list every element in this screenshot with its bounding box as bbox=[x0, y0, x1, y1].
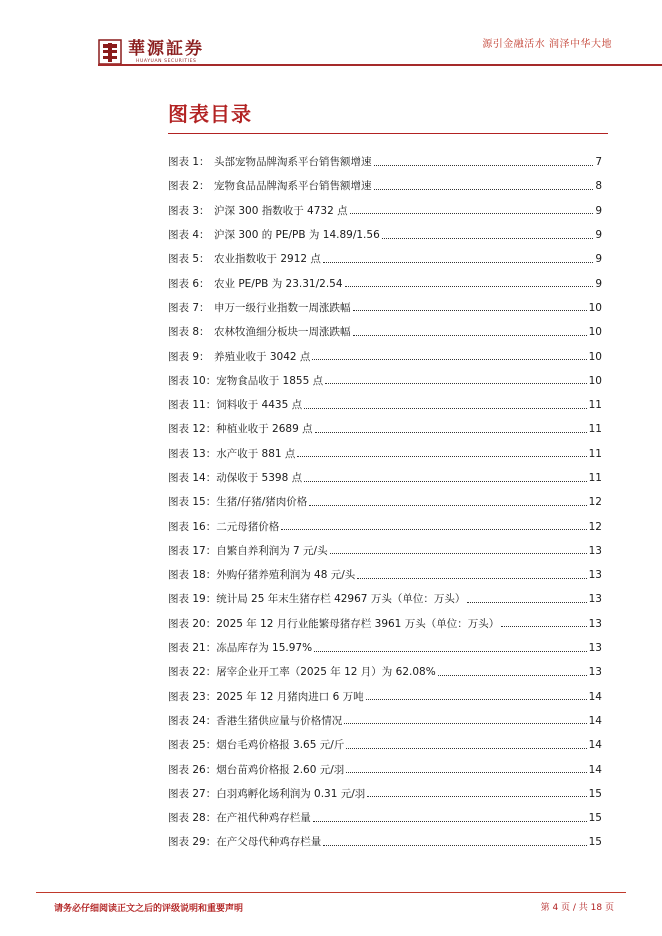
toc-entry[interactable] bbox=[168, 806, 602, 830]
toc-entry[interactable] bbox=[168, 393, 602, 417]
footer-disclaimer: 请务必仔细阅读正文之后的评级说明和重要声明 bbox=[54, 904, 244, 914]
toc-entry-page: 8 bbox=[595, 180, 602, 193]
toc-entry-page: 9 bbox=[595, 253, 602, 266]
toc-dot-leader bbox=[325, 383, 587, 384]
toc-entry-title: 申万一级行业指数一周涨跌幅 bbox=[214, 301, 351, 314]
logo-english-name: HUAYUAN SECURITIES bbox=[136, 59, 197, 64]
toc-entry-label: 图表 27： bbox=[168, 787, 217, 800]
toc-dot-leader bbox=[353, 335, 587, 336]
toc-dot-leader bbox=[438, 675, 587, 676]
page-header bbox=[0, 0, 662, 72]
toc-entry-title: 2025 年 12 月行业能繁母猪存栏 3961 万头（单位：万头） bbox=[216, 617, 500, 630]
toc-dot-leader bbox=[309, 505, 586, 506]
toc-entry-page: 9 bbox=[595, 277, 602, 290]
toc-dot-leader bbox=[353, 310, 587, 311]
toc-entry[interactable] bbox=[168, 296, 602, 320]
toc-entry-label: 图表 23： bbox=[168, 690, 217, 703]
toc-entry-page: 15 bbox=[588, 836, 602, 849]
toc-dot-leader bbox=[374, 165, 594, 166]
toc-dot-leader bbox=[304, 408, 587, 409]
toc-entry-title: 养殖业收于 3042 点 bbox=[214, 350, 311, 363]
toc-entry-title: 饲料收于 4435 点 bbox=[216, 399, 303, 412]
toc-entry-title: 香港生猪供应量与价格情况 bbox=[216, 714, 343, 727]
toc-entry[interactable] bbox=[168, 636, 602, 660]
toc-entry-page: 13 bbox=[588, 569, 602, 582]
toc-entry-title: 外购仔猪养殖利润为 48 元/头 bbox=[216, 569, 356, 582]
toc-entry-page: 14 bbox=[588, 763, 602, 776]
toc-dot-leader bbox=[350, 213, 594, 214]
toc-dot-leader bbox=[297, 456, 586, 457]
logo-emblem-icon bbox=[98, 39, 122, 65]
toc-entry-page: 14 bbox=[588, 714, 602, 727]
toc-entry[interactable] bbox=[168, 320, 602, 344]
toc-dot-leader bbox=[323, 845, 586, 846]
toc-entry-title: 沪深 300 指数收于 4732 点 bbox=[214, 204, 348, 217]
toc-entry-page: 11 bbox=[588, 423, 602, 436]
toc-entry[interactable] bbox=[168, 539, 602, 563]
toc-entry-label: 图表 2： bbox=[168, 180, 210, 193]
toc-entry-label: 图表 14： bbox=[168, 472, 217, 484]
toc-entry-label: 图表 7： bbox=[168, 301, 210, 314]
toc-entry-label: 图表 17： bbox=[168, 544, 217, 557]
toc-entry-title: 自繁自养利润为 7 元/头 bbox=[216, 544, 328, 557]
toc-entry-page: 14 bbox=[588, 690, 602, 703]
toc-entry-page: 13 bbox=[588, 544, 602, 557]
toc-entry-page: 12 bbox=[588, 520, 602, 533]
toc-entry-label: 图表 8： bbox=[168, 326, 210, 339]
toc-dot-leader bbox=[374, 189, 594, 190]
toc-entry-page: 10 bbox=[588, 374, 602, 387]
toc-dot-leader bbox=[346, 748, 586, 749]
toc-entry[interactable] bbox=[168, 490, 602, 514]
toc-entry-label: 图表 22： bbox=[168, 666, 217, 679]
toc-entry[interactable] bbox=[168, 199, 602, 223]
toc-entry[interactable] bbox=[168, 612, 602, 636]
toc-entry-title: 沪深 300 的 PE/PB 为 14.89/1.56 bbox=[214, 229, 380, 242]
toc-entry-label: 图表 21： bbox=[168, 642, 217, 655]
toc-entry-label: 图表 26： bbox=[168, 763, 217, 776]
toc-dot-leader bbox=[304, 481, 587, 482]
toc-entry-title: 屠宰企业开工率（2025 年 12 月）为 62.08% bbox=[216, 666, 436, 679]
toc-entry-title: 动保收于 5398 点 bbox=[216, 472, 303, 484]
toc-entry-page: 10 bbox=[588, 350, 602, 363]
toc-entry-title: 水产收于 881 点 bbox=[216, 447, 296, 460]
toc-entry[interactable] bbox=[168, 685, 602, 709]
toc-entry-page: 11 bbox=[588, 472, 602, 484]
toc-dot-leader bbox=[501, 626, 586, 627]
toc-entry-title: 农业指数收于 2912 点 bbox=[214, 253, 321, 266]
toc-dot-leader bbox=[330, 553, 587, 554]
toc-entry-label: 图表 16： bbox=[168, 520, 217, 533]
toc-entry[interactable] bbox=[168, 417, 602, 441]
toc-entry[interactable] bbox=[168, 830, 602, 854]
toc-entry-page: 13 bbox=[588, 666, 602, 679]
footer-divider bbox=[36, 892, 626, 893]
toc-dot-leader bbox=[467, 602, 586, 603]
toc-dot-leader bbox=[314, 651, 587, 652]
toc-entry[interactable] bbox=[168, 369, 602, 393]
toc-dot-leader bbox=[315, 432, 587, 433]
toc-entry-title: 2025 年 12 月猪肉进口 6 万吨 bbox=[216, 690, 364, 703]
toc-entry-title: 统计局 25 年末生猪存栏 42967 万头（单位：万头） bbox=[216, 593, 466, 606]
toc-entry-page: 13 bbox=[588, 617, 602, 630]
header-slogan: 源引金融活水 润泽中华大地 bbox=[482, 39, 612, 50]
toc-entry-title: 烟台苗鸡价格报 2.60 元/羽 bbox=[216, 763, 345, 776]
toc-dot-leader bbox=[357, 578, 586, 579]
title-divider bbox=[168, 133, 608, 134]
toc-dot-leader bbox=[366, 699, 587, 700]
toc-entry-title: 头部宠物品牌淘系平台销售额增速 bbox=[214, 156, 372, 169]
toc-entry-label: 图表 5： bbox=[168, 253, 210, 266]
toc-title: 图表目录 bbox=[168, 102, 252, 126]
header-divider bbox=[98, 64, 662, 66]
toc-entry-title: 在产父母代种鸡存栏量 bbox=[216, 836, 322, 849]
toc-dot-leader bbox=[344, 723, 586, 724]
toc-entry-title: 农业 PE/PB 为 23.31/2.54 bbox=[214, 277, 343, 290]
toc-entry[interactable] bbox=[168, 514, 602, 538]
toc-entry[interactable] bbox=[168, 563, 602, 587]
toc-entry-label: 图表 11： bbox=[168, 399, 217, 412]
toc-entry-label: 图表 10： bbox=[168, 374, 217, 387]
toc-entry[interactable] bbox=[168, 757, 602, 781]
toc-entry-label: 图表 1： bbox=[168, 156, 210, 169]
toc-entry-label: 图表 24： bbox=[168, 714, 217, 727]
toc-entry[interactable] bbox=[168, 587, 602, 611]
toc-entry-page: 11 bbox=[588, 447, 602, 460]
toc-entry-page: 15 bbox=[588, 812, 602, 825]
toc-entry[interactable] bbox=[168, 247, 602, 271]
toc-entry[interactable] bbox=[168, 344, 602, 368]
toc-entry-page: 9 bbox=[595, 204, 602, 217]
toc-entry[interactable] bbox=[168, 271, 602, 295]
logo-chinese-name: 華源証券 bbox=[128, 39, 204, 59]
toc-entry-title: 冻品库存为 15.97% bbox=[216, 642, 313, 655]
toc-entry-label: 图表 12： bbox=[168, 423, 217, 436]
toc-entry-title: 在产祖代种鸡存栏量 bbox=[216, 812, 311, 825]
toc-entry[interactable] bbox=[168, 660, 602, 684]
toc-entry-label: 图表 3： bbox=[168, 204, 210, 217]
toc-dot-leader bbox=[367, 796, 586, 797]
toc-entry-label: 图表 29： bbox=[168, 836, 217, 849]
toc-dot-leader bbox=[323, 262, 593, 263]
toc-entry-title: 宠物食品品牌淘系平台销售额增速 bbox=[214, 180, 372, 193]
toc-dot-leader bbox=[312, 359, 586, 360]
toc-entry-title: 种植业收于 2689 点 bbox=[216, 423, 313, 436]
toc-entry[interactable] bbox=[168, 709, 602, 733]
toc-dot-leader bbox=[313, 821, 587, 822]
toc-dot-leader bbox=[345, 286, 594, 287]
toc-entry-page: 10 bbox=[588, 301, 602, 314]
toc-list bbox=[168, 150, 602, 855]
toc-entry[interactable] bbox=[168, 733, 602, 757]
toc-entry-page: 7 bbox=[595, 156, 602, 169]
toc-entry-page: 15 bbox=[588, 787, 602, 800]
toc-entry[interactable] bbox=[168, 174, 602, 198]
toc-entry-label: 图表 25： bbox=[168, 739, 217, 752]
toc-entry-title: 白羽鸡孵化场利润为 0.31 元/羽 bbox=[216, 787, 366, 800]
toc-entry-label: 图表 6： bbox=[168, 277, 210, 290]
toc-entry[interactable] bbox=[168, 466, 602, 490]
toc-entry-label: 图表 20： bbox=[168, 617, 217, 630]
toc-entry-page: 11 bbox=[588, 399, 602, 412]
toc-entry-title: 农林牧渔细分板块一周涨跌幅 bbox=[214, 326, 351, 339]
toc-entry-label: 图表 28： bbox=[168, 812, 217, 825]
toc-entry[interactable] bbox=[168, 782, 602, 806]
toc-entry-label: 图表 15： bbox=[168, 496, 217, 509]
toc-entry-label: 图表 13： bbox=[168, 447, 217, 460]
toc-entry-label: 图表 19： bbox=[168, 593, 217, 606]
toc-entry-page: 10 bbox=[588, 326, 602, 339]
toc-entry-page: 12 bbox=[588, 496, 602, 509]
toc-dot-leader bbox=[382, 238, 594, 239]
toc-entry-page: 9 bbox=[595, 229, 602, 242]
toc-entry-page: 14 bbox=[588, 739, 602, 752]
toc-entry-title: 生猪/仔猪/猪肉价格 bbox=[216, 496, 308, 509]
toc-entry[interactable] bbox=[168, 150, 602, 174]
toc-entry-label: 图表 18： bbox=[168, 569, 217, 582]
toc-entry-label: 图表 4： bbox=[168, 229, 210, 242]
company-logo bbox=[98, 39, 204, 65]
toc-entry-title: 宠物食品收于 1855 点 bbox=[216, 374, 324, 387]
toc-entry[interactable] bbox=[168, 223, 602, 247]
toc-entry-page: 13 bbox=[588, 593, 602, 606]
footer-page-number: 第 4 页 / 共 18 页 bbox=[540, 903, 614, 913]
toc-entry-label: 图表 9： bbox=[168, 350, 210, 363]
toc-entry-page: 13 bbox=[588, 642, 602, 655]
toc-dot-leader bbox=[281, 529, 586, 530]
toc-entry-title: 二元母猪价格 bbox=[216, 520, 280, 533]
toc-entry[interactable] bbox=[168, 442, 602, 466]
toc-entry-title: 烟台毛鸡价格报 3.65 元/斤 bbox=[216, 739, 345, 752]
toc-dot-leader bbox=[346, 772, 586, 773]
